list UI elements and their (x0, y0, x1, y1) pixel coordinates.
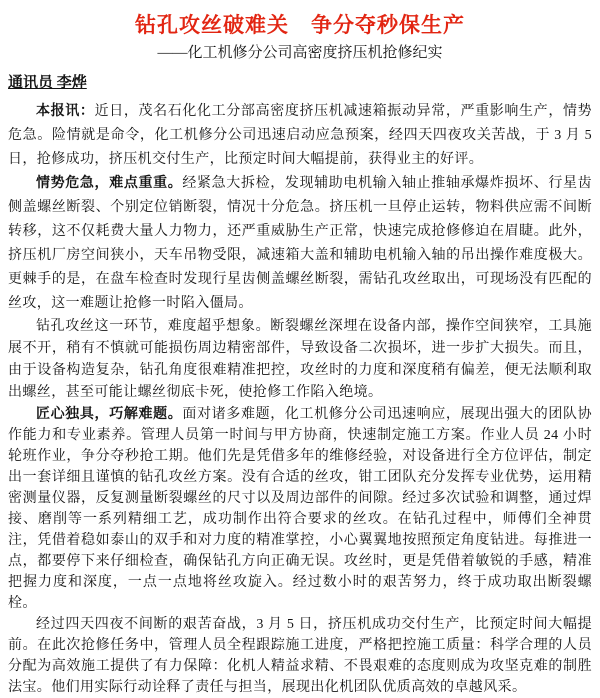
byline-text: 通讯员 李烨 (8, 75, 87, 91)
paragraph-3 (8, 316, 592, 404)
paragraph-2-text: 经紧急大拆检，发现辅助电机输入轴止推轴承爆炸损坏、行星齿侧盖螺丝断裂、个别定位销断裂，情况十分危急。挤压机一旦停止运转，物料供应需不间断转移，这不仅耗费大量人力物力，还严重威胁生产正常，快速完成抢修修迫在眉睫。此外，挤压机厂房空间狭小，天车吊物受限，减速箱大盖和辅助电机输入轴的吊出操作难度极大。更棘手的是，在盘车检查时发现行星齿侧盖螺丝断裂，需钻孔攻丝取出，可现场没有匹配的丝攻，这一难题让抢修一时陷入僵局。 (8, 176, 593, 311)
article-title: 钻孔攻丝破难关 争分夺秒保生产 (135, 14, 465, 37)
paragraph-3-text: 钻孔攻丝这一环节，难度超乎想象。断裂螺丝深埋在设备内部，操作空间狭窄，工具施展不开，稍有不慎就可能损伤周边精密部件，导致设备二次损坏，进一步扩大损失。而且，由于设备构造复杂，钻孔角度很难精准把控，攻丝时的力度和深度稍有偏差，便无法顺利取出螺丝，甚至可能让螺丝彻底卡死，使抢修工作陷入绝境。 (8, 319, 592, 400)
paragraph-4-lead: 匠心独具，巧解难题。 (36, 407, 183, 422)
paragraph-5-text: 经过四天四夜不间断的艰苦奋战，3 月 5 日，挤压机成功交付生产，比预定时间大幅提前。在此次抢修任务中，管理人员全程跟踪施工进度，严格把控施工质量：科学合理的人员分配为高效施工提供了有力保障：化机人精益求精、不畏艰难的态度则成为攻坚克难的制胜法宝。他们用实际行动诠释了责任与担当，展现出化机团队优质高效的卓越风采。 (8, 617, 592, 695)
article-subtitle: ——化工机修分公司高密度挤压机抢修纪实 (157, 45, 443, 61)
paragraph-5 (8, 614, 592, 698)
paragraph-4-text: 面对诸多难题，化工机修分公司迅速响应，展现出强大的团队协作能力和专业素养。管理人员第一时间与甲方协商，快速制定施工方案。作业人员 24 小时轮班作业，争分夺秒抢工期。他们先是凭借多年的维修经验，对设备进行全方位评估，制定出一套详细且谨慎的钻孔攻丝方案。没有合适的丝攻，钳工团队充分发挥专业优势，运用精密测量仪器，反复测量断裂螺丝的尺寸以及周边部件的间隙。经过多次试验和调整，通过焊接、磨削等一系列精细工艺，成功制作出符合要求的丝攻。在钻孔过程中，师傅们全神贯注，凭借着稳如泰山的双手和对力度的精准掌控，小心翼翼地按照预定角度钻进。每推进一点，都要停下来仔细检查，确保钻孔方向正确无误。攻丝时，更是凭借着敏锐的手感，精准把握力度和深度，一点一点地将丝攻旋入。经过数小时的艰苦努力，终于成功取出断裂螺栓。 (8, 407, 593, 611)
paragraph-2-lead: 情势危急，难点重重。 (36, 176, 183, 191)
byline (8, 72, 592, 94)
paragraph-2 (8, 172, 592, 316)
paragraph-1-text: 近日，茂名石化化工分部高密度挤压机减速箱振动异常，严重影响生产，情势危急。险情就是命令，化工机修分公司迅速启动应急预案，经四天四夜攻关苦战，于 3 月 5 日，抢修成功，挤压机交付生产，比预定时间大幅提前，获得业主的好评。 (8, 104, 592, 167)
paragraph-1-lead: 本报讯： (36, 104, 95, 119)
paragraph-1 (8, 100, 592, 172)
paragraph-4 (8, 404, 592, 614)
